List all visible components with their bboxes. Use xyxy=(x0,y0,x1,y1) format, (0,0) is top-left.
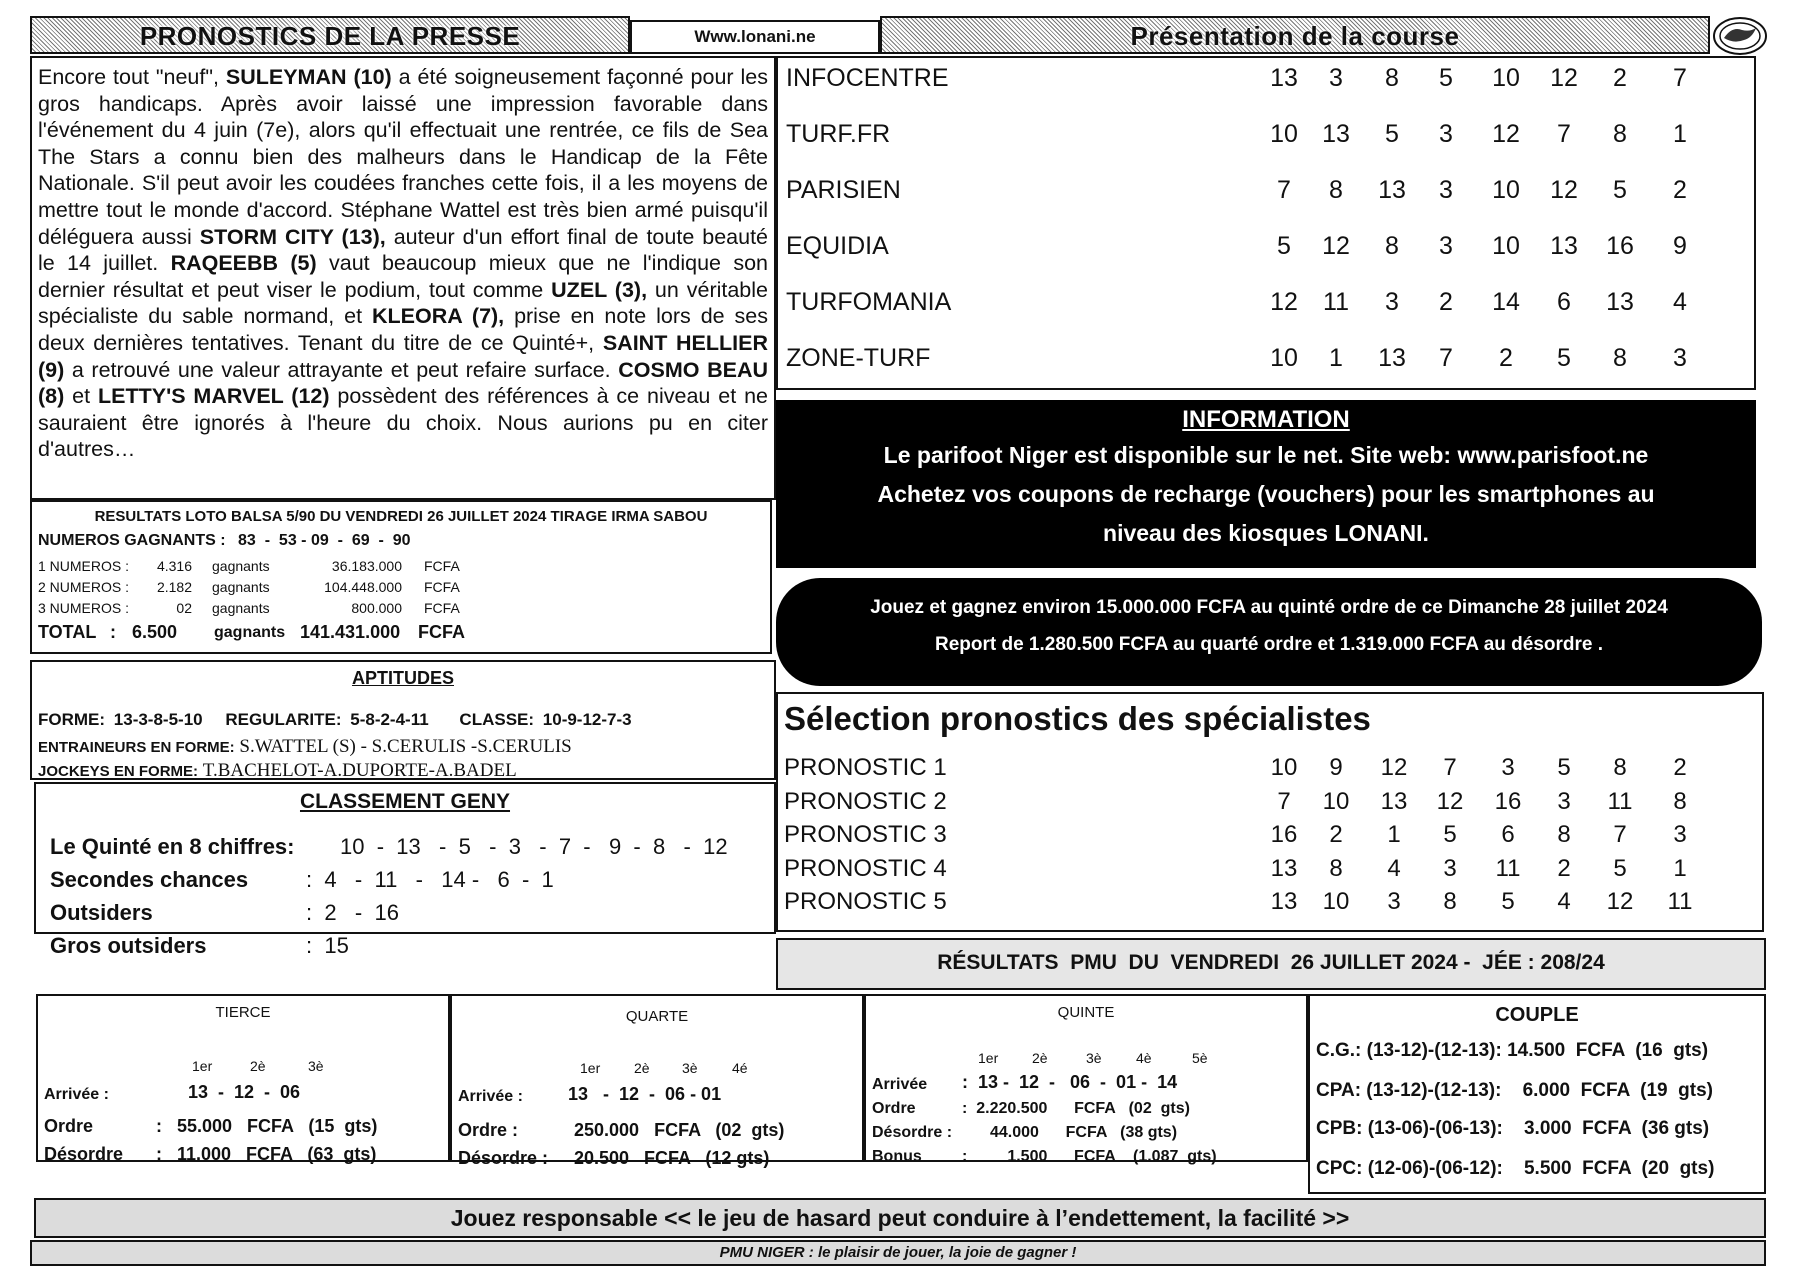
article-text: et xyxy=(64,384,98,409)
loto-word: gagnants xyxy=(212,558,270,574)
horse-number: 13 xyxy=(1270,854,1298,882)
loto-word: gagnants xyxy=(212,579,270,595)
rank-label: 3è xyxy=(308,1058,324,1074)
information-line: Le parifoot Niger est disponible sur le net. Site web: www.parisfoot.ne xyxy=(883,442,1649,468)
rank-label: 4é xyxy=(732,1060,748,1076)
responsible-gaming-banner xyxy=(34,1198,1766,1238)
website-box xyxy=(630,20,880,54)
loto-cur: FCFA xyxy=(424,600,460,616)
horse-number: 8 xyxy=(1329,854,1343,882)
horse-number: 1 xyxy=(1673,120,1687,148)
arrivee-label: Arrivée xyxy=(872,1076,928,1093)
jackpot-banner xyxy=(776,578,1762,686)
loto-total-word: gagnants xyxy=(214,624,286,641)
loto-results xyxy=(30,500,772,654)
horse-number: 11 xyxy=(1495,854,1521,882)
couple-box xyxy=(1308,994,1766,1194)
horse-number: 13 xyxy=(1378,176,1406,204)
entraineurs-value: S.WATTEL (S) - S.CERULIS -S.CERULIS xyxy=(239,736,572,757)
horse-number: 7 xyxy=(1613,821,1627,848)
horse-number: 2 xyxy=(1613,64,1627,92)
horse-number: 4 xyxy=(1557,888,1571,915)
horse-number: 7 xyxy=(1277,176,1291,204)
horse-number: 5 xyxy=(1501,888,1515,915)
loto-total-row xyxy=(38,622,638,646)
horse-number: 1 xyxy=(1387,821,1401,848)
horse-number: 3 xyxy=(1673,344,1687,372)
horse-number: 6 xyxy=(1501,821,1515,848)
slogan-text: PMU NIGER : le plaisir de jouer, la joie de gagner ! xyxy=(719,1244,1077,1261)
horse-number: 10 xyxy=(1492,176,1520,204)
arrivee-label: Arrivée : xyxy=(458,1088,523,1105)
source-name: TURFOMANIA xyxy=(786,288,952,316)
geny-label: Gros outsiders xyxy=(50,933,207,958)
horse-number: 7 xyxy=(1673,64,1687,92)
tierce-box xyxy=(36,994,450,1162)
horse-number: 3 xyxy=(1439,176,1453,204)
horse-number: 2 xyxy=(1439,288,1453,316)
jackpot-line-2: Report de 1.280.500 FCFA au quarté ordre et 1.319.000 FCFA au désordre . xyxy=(934,634,1604,655)
loto-count: 2.182 xyxy=(156,579,192,595)
geny-row xyxy=(50,933,349,959)
classe-value: 10-9-12-7-3 xyxy=(542,710,632,729)
horse-number: 8 xyxy=(1385,232,1399,260)
presentation-row xyxy=(778,58,1754,114)
horse-number: 13 xyxy=(1270,888,1298,915)
horse-number: 10 xyxy=(1270,120,1298,148)
horse-number: 12 xyxy=(1270,288,1298,316)
article-text: Encore tout "neuf", xyxy=(38,65,226,89)
horse-number: 5 xyxy=(1443,821,1457,848)
article-text: prise en note lors de ses deux dernières tentatives. Tenant du titre de ce Quinté+, xyxy=(38,304,768,355)
ordre-value: : 2.220.500 FCFA (02 gts) xyxy=(962,1100,1190,1117)
horse-number: 8 xyxy=(1385,64,1399,92)
loto-amount: 36.183.000 xyxy=(331,558,402,574)
horse-number: 1 xyxy=(1673,854,1687,882)
presse-box xyxy=(30,56,776,500)
horse-number: 12 xyxy=(1322,232,1350,260)
pronostic-name: PRONOSTIC 1 xyxy=(784,754,947,781)
presse-title: PRONOSTICS DE LA PRESSE xyxy=(139,21,521,51)
pronostic-row xyxy=(784,788,1768,822)
ordre-label: Ordre : xyxy=(458,1120,519,1140)
ordre-value: : 55.000 FCFA (15 gts) xyxy=(156,1116,378,1136)
loto-winning-numbers: 83 - 53 - 09 - 69 - 90 xyxy=(238,532,411,549)
horse-number: 7 xyxy=(1277,787,1291,815)
rank-label: 3è xyxy=(682,1060,698,1076)
horse-number: 8 xyxy=(1443,888,1457,915)
horse-number: 10 xyxy=(1270,754,1298,781)
presse-header xyxy=(30,16,630,54)
horse-number: 11 xyxy=(1667,888,1693,915)
horse-number: 8 xyxy=(1613,120,1627,148)
presentation-row xyxy=(778,282,1754,338)
bonus-value: : 1.500 FCFA (1.087 gts) xyxy=(962,1148,1217,1165)
desordre-value: : 11.000 FCFA (63 gts) xyxy=(156,1144,377,1164)
loto-label: 3 NUMEROS : xyxy=(38,600,130,616)
horse-number: 2 xyxy=(1673,176,1687,204)
loto-count: 4.316 xyxy=(156,558,192,574)
horse-number: 16 xyxy=(1270,821,1298,848)
entraineurs-line xyxy=(38,736,572,758)
jackpot-line-1: Jouez et gagnez environ 15.000.000 FCFA au quinté ordre de ce Dimanche 28 juillet 2024 xyxy=(870,597,1668,618)
horse-number: 13 xyxy=(1270,64,1298,92)
loto-title: RESULTATS LOTO BALSA 5/90 DU VENDREDI 26 JUILLET 2024 TIRAGE IRMA SABOU xyxy=(94,508,708,525)
horse-number: 12 xyxy=(1436,787,1464,815)
jockeys-line xyxy=(38,760,517,782)
horse-number: 13 xyxy=(1322,120,1350,148)
entraineurs-label: ENTRAINEURS EN FORME: xyxy=(38,739,235,756)
presentation-row xyxy=(778,114,1754,170)
classe-label: CLASSE: xyxy=(459,710,535,729)
source-name: INFOCENTRE xyxy=(786,64,949,92)
horse-number: 10 xyxy=(1322,888,1350,915)
rank-label: 2è xyxy=(634,1060,650,1076)
couple-line: CPC: (12-06)-(06-12): 5.500 FCFA (20 gts) xyxy=(1316,1158,1715,1179)
ordre-value: 250.000 FCFA (02 gts) xyxy=(574,1120,785,1140)
loto-total-count: 6.500 xyxy=(132,622,178,642)
slogan-bar xyxy=(30,1240,1766,1266)
article-text: a retrouvé une valeur attrayante et peut refaire surface. xyxy=(64,357,619,382)
pronostic-name: PRONOSTIC 2 xyxy=(784,787,947,815)
loto-count: 02 xyxy=(176,600,192,616)
arrivee-value: 13 - 12 - 06 xyxy=(188,1082,301,1102)
geny-row xyxy=(50,900,399,926)
source-name: EQUIDIA xyxy=(786,232,889,260)
horse-number: 2 xyxy=(1673,754,1687,781)
pmu-results-title: RÉSULTATS PMU DU VENDREDI 26 JUILLET 2024 - JÉE : 208/24 xyxy=(937,951,1605,974)
couple-line: CPA: (13-12)-(12-13): 6.000 FCFA (19 gts) xyxy=(1316,1080,1713,1101)
presentation-row xyxy=(778,226,1754,282)
horse-number: 13 xyxy=(1380,787,1408,815)
loto-winning-label: NUMEROS GAGNANTS : xyxy=(38,532,226,549)
horse-number: 2 xyxy=(1329,821,1343,848)
article-text: auteur d'un effort final de toute beauté le 14 juillet. xyxy=(38,224,769,276)
presse-article xyxy=(38,64,768,463)
horse-highlight: COSMO BEAU (8) xyxy=(38,357,768,409)
horse-number: 8 xyxy=(1613,754,1627,781)
horse-number: 11 xyxy=(1607,787,1633,815)
pronostic-row xyxy=(784,754,1768,788)
loto-total-amount: 141.431.000 xyxy=(300,622,401,642)
rank-label: 5è xyxy=(1192,1050,1208,1066)
horse-number: 1 xyxy=(1329,344,1343,372)
horse-highlight: RAQEEBB (5) xyxy=(170,251,317,276)
article-text: un véritable spécialiste du sable normand, et xyxy=(38,277,768,329)
horse-number: 8 xyxy=(1329,176,1343,204)
regularite-value: 5-8-2-4-11 xyxy=(350,710,429,729)
horse-number: 13 xyxy=(1606,288,1634,316)
rank-label: 2è xyxy=(1032,1050,1048,1066)
horse-number: 7 xyxy=(1443,754,1457,781)
horse-number: 3 xyxy=(1673,821,1687,848)
horse-number: 5 xyxy=(1613,176,1627,204)
horse-number: 8 xyxy=(1613,344,1627,372)
desordre-label: Désordre xyxy=(44,1144,124,1164)
desordre-label: Désordre : xyxy=(872,1124,953,1141)
quarte-box xyxy=(450,994,864,1168)
quarte-title: QUARTE xyxy=(625,1008,689,1025)
horse-number: 7 xyxy=(1557,120,1571,148)
horse-highlight: UZEL (3), xyxy=(551,277,648,302)
quinte-title: QUINTE xyxy=(1057,1004,1115,1021)
quinte-box xyxy=(864,994,1308,1165)
horse-number: 10 xyxy=(1492,232,1520,260)
source-name: ZONE-TURF xyxy=(786,344,931,372)
horse-highlight: SAINT HELLIER (9) xyxy=(38,330,768,382)
loto-total-label: TOTAL xyxy=(38,622,97,642)
pronostic-name: PRONOSTIC 4 xyxy=(784,854,947,882)
horse-number: 4 xyxy=(1387,854,1401,882)
loto-amount: 800.000 xyxy=(351,600,402,616)
horse-number: 3 xyxy=(1387,888,1401,915)
horse-number: 5 xyxy=(1277,232,1291,260)
ordre-label: Ordre xyxy=(44,1116,94,1136)
horse-number: 3 xyxy=(1439,120,1453,148)
horse-number: 5 xyxy=(1557,754,1571,781)
aptitudes-title: APTITUDES xyxy=(351,668,454,688)
horse-highlight: LETTY'S MARVEL (12) xyxy=(98,384,330,409)
arrivee-value: 13 - 12 - 06 - 01 xyxy=(568,1084,722,1104)
horse-number: 10 xyxy=(1322,787,1350,815)
pronostic-name: PRONOSTIC 5 xyxy=(784,888,947,915)
horse-number: 14 xyxy=(1492,288,1520,316)
geny-value: : 15 xyxy=(306,933,349,958)
horse-number: 5 xyxy=(1439,64,1453,92)
loto-total-sep: : xyxy=(110,622,116,642)
horse-number: 3 xyxy=(1385,288,1399,316)
presentation-table xyxy=(776,56,1756,390)
couple-line: C.G.: (13-12)-(12-13): 14.500 FCFA (16 gts) xyxy=(1316,1040,1709,1061)
rank-label: 1er xyxy=(192,1058,213,1074)
tierce-title: TIERCE xyxy=(215,1004,271,1021)
geny-label: Outsiders xyxy=(50,900,153,925)
loto-amount: 104.448.000 xyxy=(324,579,402,595)
forme-label: FORME: xyxy=(38,710,106,729)
rank-label: 1er xyxy=(978,1050,999,1066)
information-panel xyxy=(776,400,1756,568)
desordre-value: 44.000 FCFA (38 gts) xyxy=(990,1124,1178,1141)
presentation-row xyxy=(778,338,1754,394)
responsible-gaming-text: Jouez responsable << le jeu de hasard peut conduire à l’endettement, la facilité >> xyxy=(450,1205,1350,1231)
horse-number: 10 xyxy=(1492,64,1520,92)
rank-label: 4è xyxy=(1136,1050,1152,1066)
horse-highlight: SULEYMAN (10) xyxy=(225,65,392,89)
arrivee-label: Arrivée : xyxy=(44,1086,109,1103)
horse-number: 5 xyxy=(1385,120,1399,148)
horse-number: 11 xyxy=(1323,288,1349,316)
horse-number: 12 xyxy=(1550,64,1578,92)
classement-geny xyxy=(34,782,776,958)
horse-number: 10 xyxy=(1270,344,1298,372)
horse-number: 3 xyxy=(1439,232,1453,260)
aptitudes-box xyxy=(30,660,776,780)
horse-number: 5 xyxy=(1613,854,1627,882)
information-title: INFORMATION xyxy=(1182,406,1350,433)
arrivee-value: : 13 - 12 - 06 - 01 - 14 xyxy=(962,1072,1178,1092)
geny-value: : 4 - 11 - 14 - 6 - 1 xyxy=(306,867,554,892)
geny-label: Le Quinté en 8 chiffres: xyxy=(50,834,295,859)
geny-row xyxy=(50,867,554,893)
rank-label: 2è xyxy=(250,1058,266,1074)
rank-label: 3è xyxy=(1086,1050,1102,1066)
selection-title: Sélection pronostics des spécialistes xyxy=(784,700,1371,737)
article-text: a été soigneusement façonné pour les gros handicaps. Après avoir laissé une impression favorable dans l'événement du 4 juin (7e), alors qu'il effectuait une rentrée, ce fils de Sea The Stars a connu bien des malheurs dans le Handicap de la Fête Nationale. S'il peut avoir les coudées franches cette fois, il a les moyens de mettre tout le monde d'accord. Stéphane Wattel est très bien armé puisqu'il déléguera aussi xyxy=(38,65,768,249)
couple-line: CPB: (13-06)-(06-13): 3.000 FCFA (36 gts) xyxy=(1316,1118,1710,1139)
couple-title: COUPLE xyxy=(1495,1004,1579,1026)
horse-number: 8 xyxy=(1673,787,1687,815)
geny-label: Secondes chances xyxy=(50,867,249,892)
geny-value: : 2 - 16 xyxy=(306,900,399,925)
pmu-results-bar xyxy=(776,938,1766,990)
jockeys-label: JOCKEYS EN FORME: xyxy=(38,763,199,780)
horse-number: 16 xyxy=(1494,787,1522,815)
pronostic-row xyxy=(784,821,1768,855)
desordre-label: Désordre : xyxy=(458,1148,549,1168)
presentation-row xyxy=(778,170,1754,226)
horse-number: 2 xyxy=(1499,344,1513,372)
horse-number: 9 xyxy=(1329,754,1343,781)
horse-number: 13 xyxy=(1378,344,1406,372)
horse-highlight: STORM CITY (13), xyxy=(199,224,386,249)
article-text: possèdent des références à ce niveau et ne sauraient être ignorés à l'heure du choix. Nous aurions pu en citer d'autres… xyxy=(38,384,768,462)
information-line: Achetez vos coupons de recharge (vouchers) pour les smartphones au xyxy=(877,481,1655,507)
horse-number: 3 xyxy=(1443,854,1457,882)
horse-number: 3 xyxy=(1501,754,1515,781)
regularite-label: REGULARITE: xyxy=(225,710,342,729)
horse-number: 9 xyxy=(1673,232,1687,260)
rank-label: 1er xyxy=(580,1060,601,1076)
aptitudes-stats xyxy=(38,710,632,730)
loto-cur: FCFA xyxy=(424,579,460,595)
loto-label: 1 NUMEROS : xyxy=(38,558,130,574)
jockeys-value: T.BACHELOT-A.DUPORTE-A.BADEL xyxy=(202,760,517,781)
lonani-logo xyxy=(1712,14,1768,56)
website-link[interactable]: Www.lonani.ne xyxy=(694,27,816,46)
horse-number: 3 xyxy=(1329,64,1343,92)
horse-number: 12 xyxy=(1550,176,1578,204)
horse-number: 8 xyxy=(1557,821,1571,848)
information-line: niveau des kiosques LONANI. xyxy=(1103,520,1429,546)
course-header xyxy=(880,16,1710,54)
pronostic-row xyxy=(784,888,1768,922)
horse-number: 12 xyxy=(1380,754,1408,781)
source-name: PARISIEN xyxy=(786,176,901,204)
horse-number: 16 xyxy=(1606,232,1634,260)
desordre-value: 20.500 FCFA (12 gts) xyxy=(574,1148,770,1168)
loto-label: 2 NUMEROS : xyxy=(38,579,130,595)
ordre-label: Ordre xyxy=(872,1100,916,1117)
horse-number: 6 xyxy=(1557,288,1571,316)
loto-cur: FCFA xyxy=(424,558,460,574)
selection-pronostics xyxy=(776,692,1764,932)
horse-number: 7 xyxy=(1439,344,1453,372)
horse-number: 5 xyxy=(1557,344,1571,372)
article-text: vaut beaucoup mieux que ne l'indique son dernier résultat et peut viser le podium, tout comme xyxy=(38,251,768,302)
source-name: TURF.FR xyxy=(786,120,891,148)
horse-number: 12 xyxy=(1492,120,1520,148)
horse-number: 12 xyxy=(1606,888,1634,915)
loto-total-currency: FCFA xyxy=(418,622,465,642)
horse-number: 13 xyxy=(1550,232,1578,260)
horse-highlight: KLEORA (7), xyxy=(372,304,505,329)
pronostic-name: PRONOSTIC 3 xyxy=(784,821,947,848)
geny-value: 10 - 13 - 5 - 3 - 7 - 9 - 8 - 12 xyxy=(340,834,728,859)
pronostic-row xyxy=(784,855,1768,889)
geny-row xyxy=(50,834,728,860)
horse-number: 4 xyxy=(1673,288,1687,316)
loto-word: gagnants xyxy=(212,600,270,616)
course-title: Présentation de la course xyxy=(1130,21,1460,51)
horse-number: 2 xyxy=(1557,854,1571,882)
geny-title: CLASSEMENT GENY xyxy=(299,790,511,813)
forme-value: 13-3-8-5-10 xyxy=(113,710,203,729)
horse-number: 3 xyxy=(1557,787,1571,815)
bonus-label: Bonus xyxy=(872,1148,922,1165)
